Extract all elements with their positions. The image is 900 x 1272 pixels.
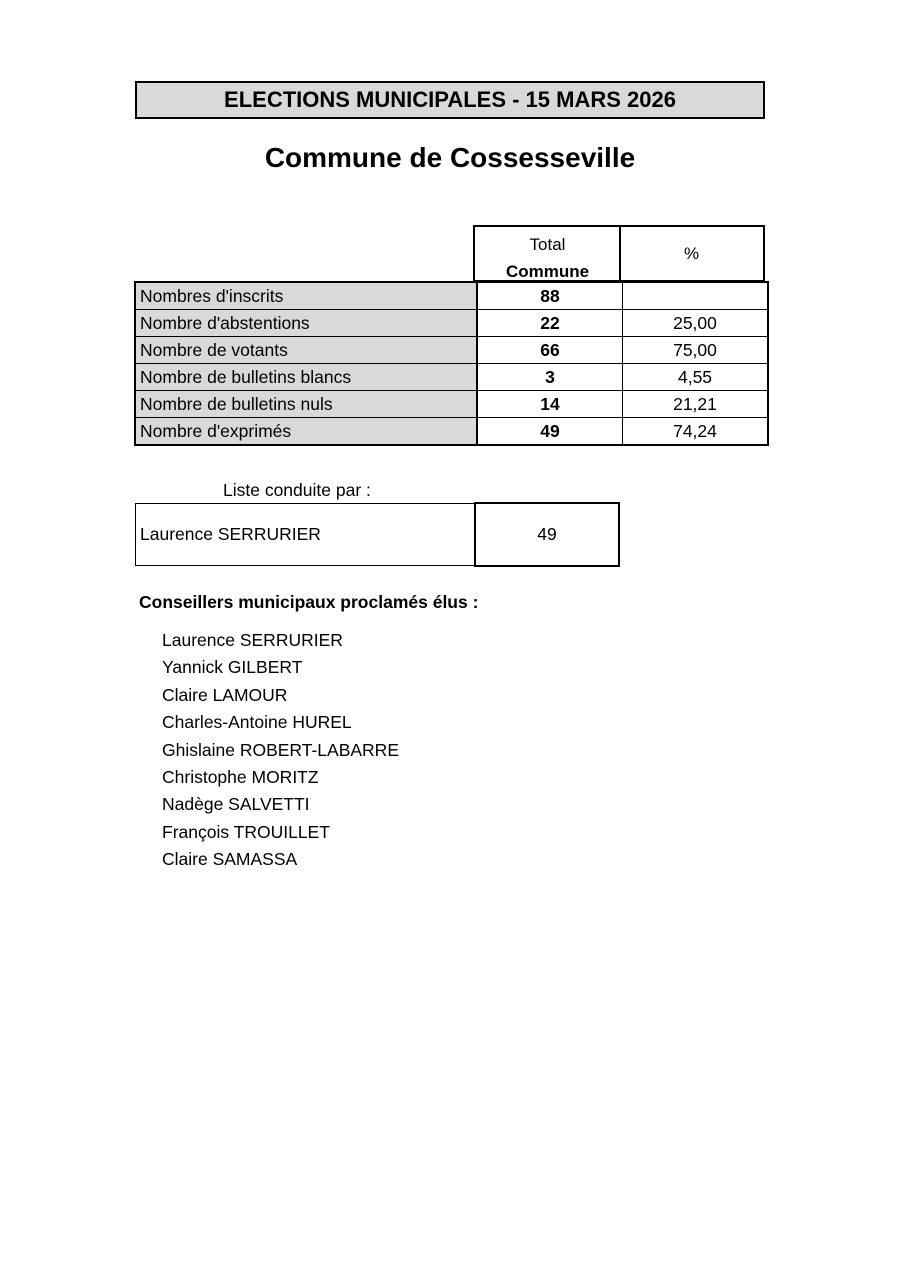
column-header-total-line2: Commune [505,262,590,281]
list-item: Claire LAMOUR [162,684,288,705]
list-item: Laurence SERRURIER [162,630,343,650]
row-label: Nombre d'exprimés [135,418,477,446]
row-total: 66 [477,337,623,364]
elus-list [162,627,399,874]
row-total: 3 [477,364,623,391]
row-total: 22 [477,310,623,337]
row-label: Nombre de bulletins nuls [135,391,477,418]
liste-name: Laurence SERRURIER [135,503,475,566]
table-row [135,391,768,418]
column-header-total [473,225,621,282]
list-item: Charles-Antoine HUREL [162,712,352,733]
liste-votes: 49 [474,502,620,567]
list-item: Ghislaine ROBERT-LABARRE [162,739,399,760]
table-row [135,282,768,310]
table-row [135,418,768,446]
election-banner: ELECTIONS MUNICIPALES - 15 MARS 2026 [135,81,765,119]
row-percent: 75,00 [623,337,769,364]
list-item: Claire SAMASSA [162,849,298,870]
row-label: Nombre d'abstentions [135,310,477,337]
table-row [135,364,768,391]
column-header-total-line1: Total [529,235,566,254]
row-percent [623,282,769,310]
row-percent: 25,00 [623,310,769,337]
row-label: Nombres d'inscrits [135,282,477,310]
row-label: Nombre de votants [135,337,477,364]
column-header-percent: % [619,225,765,282]
row-total: 49 [477,418,623,446]
elus-heading: Conseillers municipaux proclamés élus : [139,592,479,612]
row-total: 88 [477,282,623,310]
row-percent: 4,55 [623,364,769,391]
list-item: Nadège SALVETTI [162,794,310,815]
list-item: Yannick GILBERT [162,657,303,678]
row-total: 14 [477,391,623,418]
row-label: Nombre de bulletins blancs [135,364,477,391]
row-percent: 74,24 [623,418,769,446]
liste-label: Liste conduite par : [223,480,371,500]
list-item: François TROUILLET [162,821,330,842]
list-item: Christophe MORITZ [162,766,319,787]
commune-title: Commune de Cossesseville [264,142,636,173]
row-percent: 21,21 [623,391,769,418]
table-row [135,310,768,337]
results-table [134,281,769,446]
table-row [135,337,768,364]
